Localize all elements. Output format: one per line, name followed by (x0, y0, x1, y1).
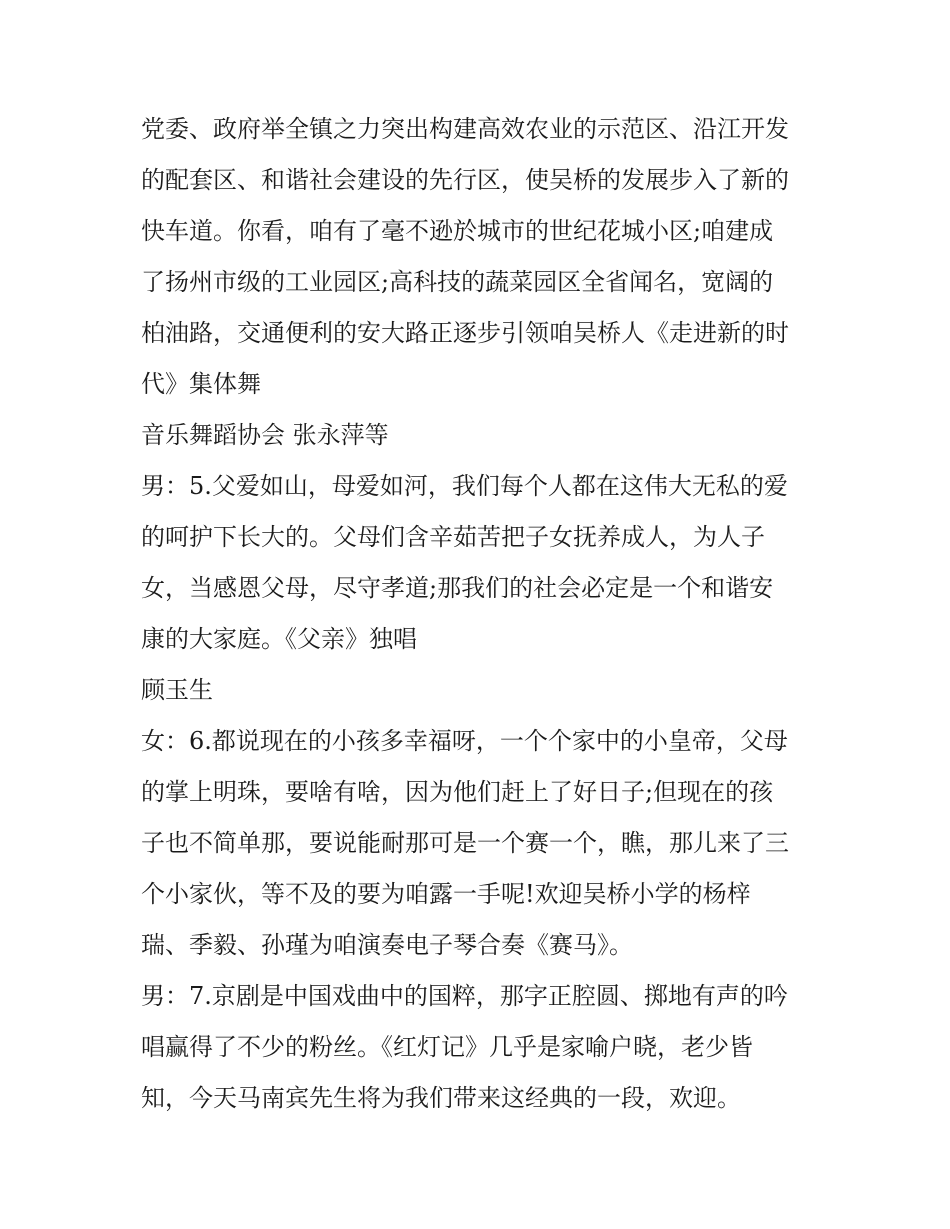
text-line: 康的大家庭。《父亲》独唱 (141, 625, 417, 653)
text-line: 了扬州市级的工业园区;高科技的蔬菜园区全省闻名，宽阔的 (141, 268, 774, 296)
text-line: 瑞、季毅、孙瑾为咱演奏电子琴合奏《赛马》。 (141, 931, 633, 959)
text-line: 知，今天马南宾先生将为我们带来这经典的一段，欢迎。 (141, 1084, 741, 1112)
text-line: 男：5.父爱如山，母爱如河，我们每个人都在这伟大无私的爱 (141, 472, 788, 500)
text-line: 快车道。你看，咱有了毫不逊於城市的世纪花城小区;咱建成 (141, 217, 774, 245)
text-line: 的掌上明珠，要啥有啥，因为他们赶上了好日子;但现在的孩 (141, 778, 774, 806)
text-line: 个小家伙，等不及的要为咱露一手呢!欢迎吴桥小学的杨梓 (141, 880, 751, 908)
text-line: 子也不简单那，要说能耐那可是一个赛一个，瞧，那儿来了三 (141, 829, 789, 857)
body-text (141, 104, 821, 1124)
text-line: 男：7.京剧是中国戏曲中的国粹，那字正腔圆、掷地有声的吟 (141, 982, 788, 1010)
text-line: 女，当感恩父母，尽守孝道;那我们的社会必定是一个和谐安 (141, 574, 774, 602)
text-line: 的呵护下长大的。父母们含辛茹苦把子女抚养成人，为人子 (141, 523, 765, 551)
text-line: 唱赢得了不少的粉丝。《红灯记》几乎是家喻户晓，老少皆 (141, 1033, 753, 1061)
text-line: 党委、政府举全镇之力突出构建高效农业的示范区、沿江开发 (141, 115, 789, 143)
text-line: 顾玉生 (141, 676, 213, 704)
text-line: 代》集体舞 (141, 370, 261, 398)
text-line: 女：6.都说现在的小孩多幸福呀，一个个家中的小皇帝，父母 (141, 727, 788, 755)
text-line: 柏油路，交通便利的安大路正逐步引领咱吴桥人《走进新的时 (141, 319, 789, 347)
text-line: 的配套区、和谐社会建设的先行区，使吴桥的发展步入了新的 (141, 166, 789, 194)
text-line: 音乐舞蹈协会 张永萍等 (141, 421, 389, 449)
